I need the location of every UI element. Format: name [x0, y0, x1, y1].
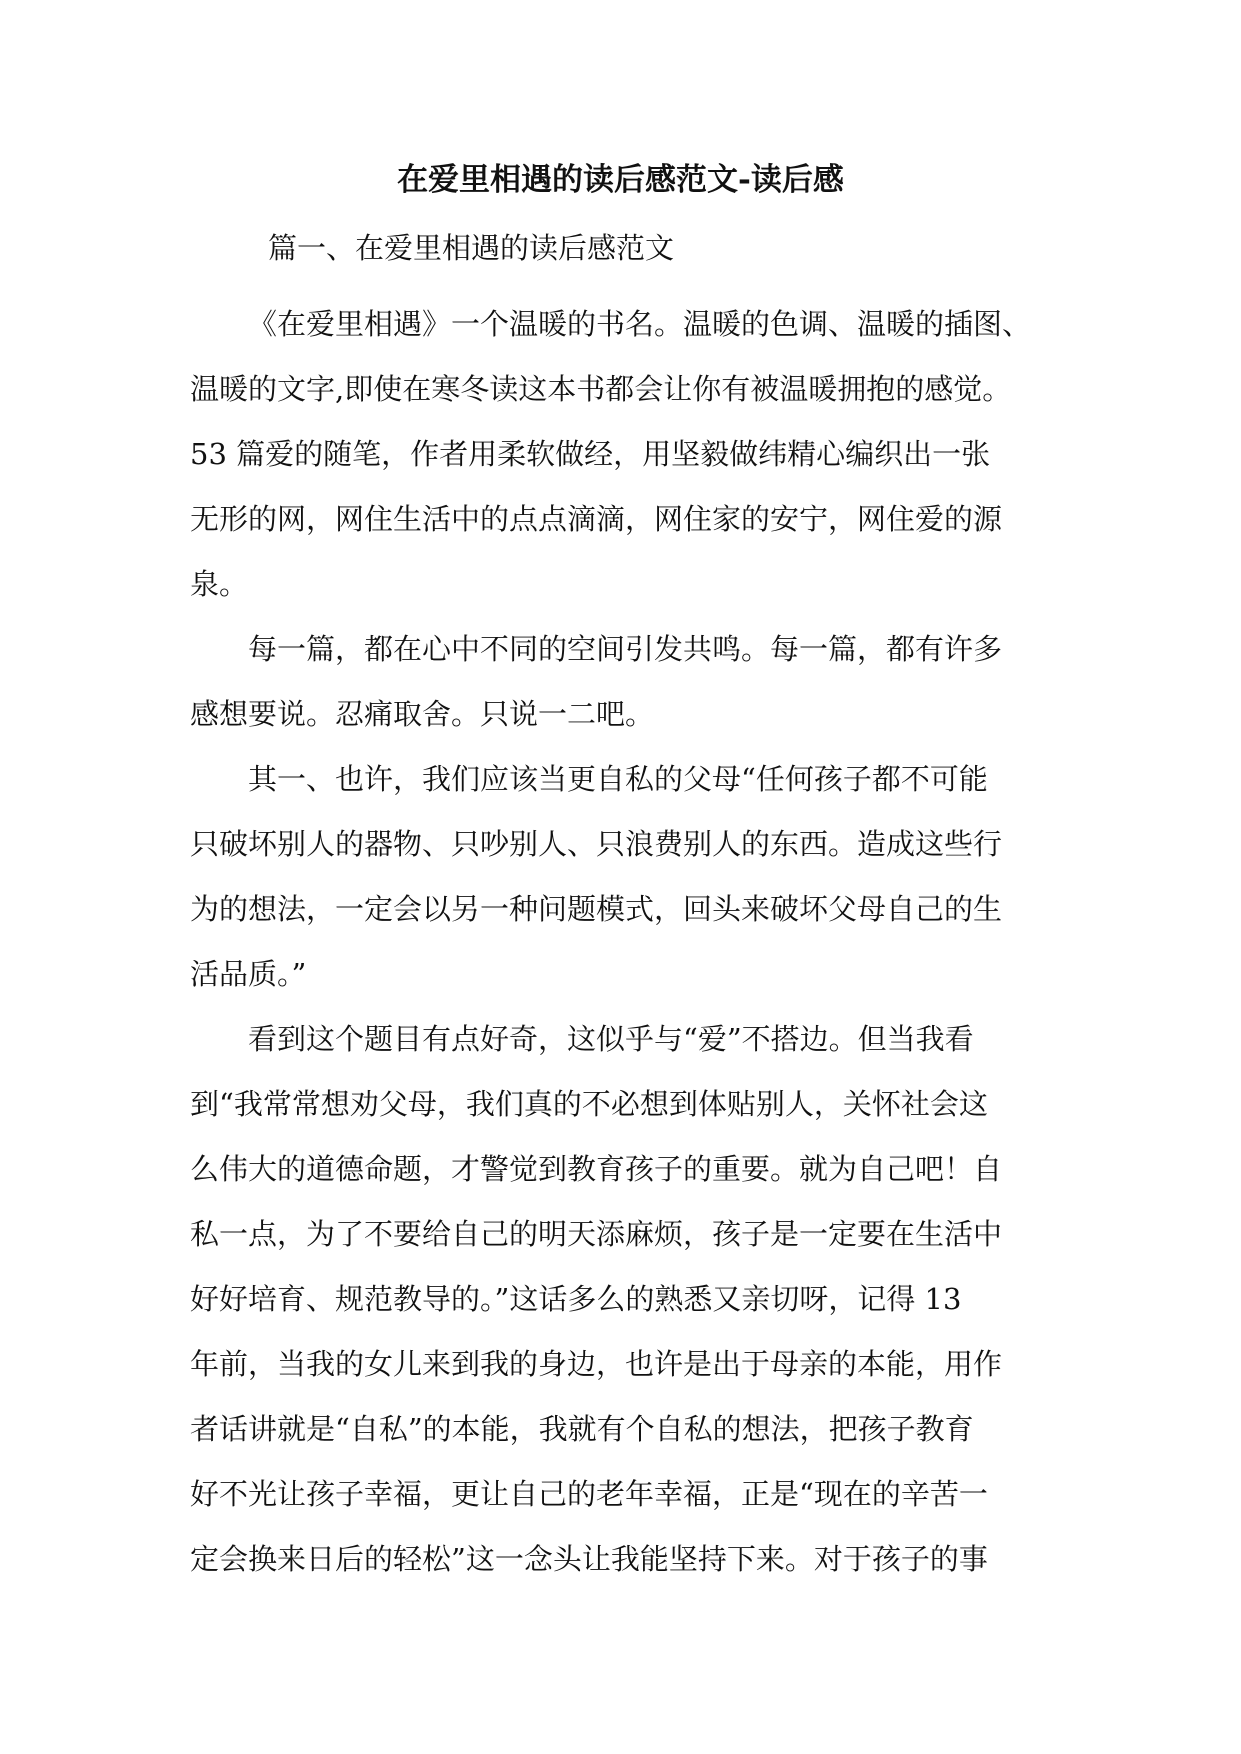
paragraph-line: 感想要说。忍痛取舍。只说一二吧。 [190, 697, 655, 731]
paragraph-line: 只破坏别人的器物、只吵别人、只浪费别人的东西。造成这些行 [190, 827, 1003, 861]
paragraph-line: 温暖的文字,即使在寒冬读这本书都会让你有被温暖拥抱的感觉。 [190, 372, 1012, 406]
paragraph-line: 年前，当我的女儿来到我的身边，也许是出于母亲的本能，用作 [190, 1347, 1003, 1381]
document-title: 在爱里相遇的读后感范文-读后感 [397, 162, 844, 198]
paragraph-line: 其一、也许，我们应该当更自私的父母“任何孩子都不可能 [248, 762, 988, 796]
paragraph-line: 私一点，为了不要给自己的明天添麻烦，孩子是一定要在生活中 [190, 1217, 1003, 1251]
paragraph-line: 53 篇爱的随笔，作者用柔软做经，用坚毅做纬精心编织出一张 [190, 437, 991, 471]
paragraph-line: 者话讲就是“自私”的本能，我就有个自私的想法，把孩子教育 [190, 1412, 974, 1446]
document-body [190, 292, 1070, 1592]
paragraph-line: 活品质。” [190, 957, 307, 991]
section-heading: 篇一、在爱里相遇的读后感范文 [268, 231, 675, 265]
paragraph-3 [190, 747, 1070, 1007]
paragraph-line: 泉。 [190, 567, 249, 601]
paragraph-line: 看到这个题目有点好奇，这似乎与“爱”不搭边。但当我看 [248, 1022, 974, 1056]
paragraph-2 [190, 617, 1070, 747]
paragraph-line: 好不光让孩子幸福，更让自己的老年幸福，正是“现在的辛苦一 [190, 1477, 988, 1511]
paragraph-line: 么伟大的道德命题，才警觉到教育孩子的重要。就为自己吧！自 [190, 1152, 1003, 1186]
paragraph-4 [190, 1007, 1070, 1592]
paragraph-line: 每一篇，都在心中不同的空间引发共鸣。每一篇，都有许多 [248, 632, 1003, 666]
paragraph-1 [190, 292, 1070, 617]
paragraph-line: 到“我常常想劝父母，我们真的不必想到体贴别人，关怀社会这 [190, 1087, 988, 1121]
paragraph-line: 为的想法，一定会以另一种问题模式，回头来破坏父母自己的生 [190, 892, 1003, 926]
paragraph-line: 好好培育、规范教导的。”这话多么的熟悉又亲切呀，记得 13 [190, 1282, 962, 1316]
paragraph-line: 无形的网，网住生活中的点点滴滴，网住家的安宁，网住爱的源 [190, 502, 1003, 536]
paragraph-line: 《在爱里相遇》一个温暖的书名。温暖的色调、温暖的插图、 [248, 307, 1032, 341]
paragraph-line: 定会换来日后的轻松”这一念头让我能坚持下来。对于孩子的事 [190, 1542, 988, 1576]
